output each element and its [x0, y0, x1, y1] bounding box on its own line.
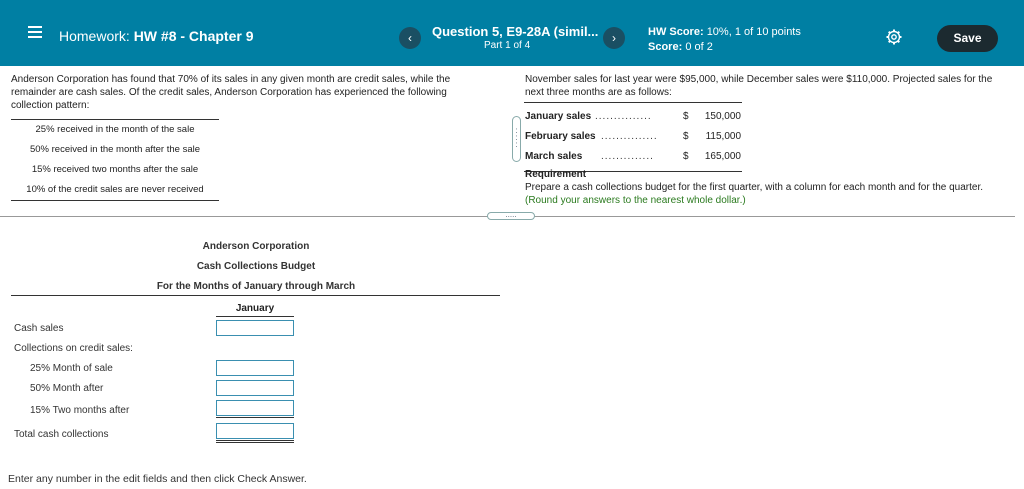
row-label-two-months-after: 15% Two months after [30, 405, 130, 416]
row-label-collections: Collections on credit sales: [14, 343, 133, 354]
sales-intro: November sales for last year were $95,000, while December sales were $110,000. Projected sales for the next three months are as follows: [525, 74, 993, 98]
sales-label: February sales [525, 131, 596, 142]
month-of-sale-input[interactable] [216, 360, 294, 376]
next-question-button[interactable]: › [603, 27, 625, 49]
subtotal-rule [216, 417, 294, 418]
hw-score-value: 10%, 1 of 10 points [706, 26, 801, 38]
homework-prefix: Homework: [59, 28, 130, 44]
projected-sales-table [524, 102, 742, 172]
sales-currency: $ [683, 151, 689, 162]
budget-period: For the Months of January through March [156, 281, 356, 292]
sales-amount: 150,000 [704, 111, 741, 122]
pattern-item: 15% received two months after the sale [31, 164, 199, 175]
total-double-rule-top [216, 440, 294, 441]
row-label-cash-sales: Cash sales [14, 323, 64, 334]
column-header-january: January [235, 303, 275, 314]
requirement-heading: Requirement [525, 169, 587, 180]
sales-currency: $ [683, 131, 689, 142]
sales-dots: ............... [595, 111, 652, 122]
previous-question-button[interactable]: ‹ [399, 27, 421, 49]
sales-label: January sales [525, 111, 592, 122]
sales-currency: $ [683, 111, 689, 122]
sales-dots: .............. [601, 151, 654, 162]
row-label-month-after: 50% Month after [30, 383, 104, 394]
budget-title: Cash Collections Budget [196, 261, 316, 272]
rounding-note: (Round your answers to the nearest whole dollar.) [525, 195, 746, 206]
collection-pattern [11, 119, 219, 201]
question-part: Part 1 of 4 [484, 40, 531, 51]
sales-amount: 115,000 [705, 131, 741, 142]
homework-name: HW #8 - Chapter 9 [133, 28, 254, 44]
sales-label: March sales [525, 151, 583, 162]
score-label: Score: [648, 41, 683, 53]
problem-intro: Anderson Corporation has found that 70% of its sales in any given month are credit sales, while the remainder are cash sales. Of the credit sales, Anderson Corporation has experienced the following collection pattern: [11, 74, 451, 111]
save-button[interactable]: Save [937, 25, 998, 52]
cash-sales-input[interactable] [216, 320, 294, 336]
row-label-month-of-sale: 25% Month of sale [30, 363, 113, 374]
horizontal-resize-handle[interactable]: ..... [487, 212, 535, 220]
month-after-input[interactable] [216, 380, 294, 396]
pattern-item: 50% received in the month after the sale [29, 144, 201, 155]
score-value: 0 of 2 [685, 41, 713, 53]
pattern-item: 25% received in the month of the sale [35, 124, 195, 135]
pattern-item: 10% of the credit sales are never received [26, 184, 204, 195]
instruction-message: Enter any number in the edit fields and then click Check Answer. [8, 473, 307, 485]
homework-title [59, 28, 254, 44]
sales-row [524, 127, 742, 147]
total-double-rule-bottom [216, 442, 294, 443]
hw-score-label: HW Score: [648, 26, 704, 38]
row-label-total: Total cash collections [14, 429, 109, 440]
sales-amount: 165,000 [704, 151, 741, 162]
total-cash-collections-input[interactable] [216, 423, 294, 439]
question-score [648, 41, 713, 53]
requirement-body: Prepare a cash collections budget for the first quarter, with a column for each month and for the quarter. [525, 182, 984, 193]
question-title[interactable]: Question 5, E9-28A (simil... [432, 24, 599, 39]
hw-score [648, 26, 801, 38]
top-bar [0, 0, 1024, 66]
sales-row [524, 107, 742, 127]
menu-icon[interactable] [28, 26, 42, 38]
gear-icon[interactable] [886, 29, 902, 45]
column-header-rule [216, 316, 294, 317]
budget-company: Anderson Corporation [202, 241, 310, 252]
sales-dots: ............... [601, 131, 658, 142]
budget-header-rule [11, 295, 500, 296]
sales-row [524, 147, 742, 167]
two-months-after-input[interactable] [216, 400, 294, 416]
requirement-text [525, 181, 1005, 207]
vertical-resize-handle[interactable]: : : : [512, 116, 521, 162]
